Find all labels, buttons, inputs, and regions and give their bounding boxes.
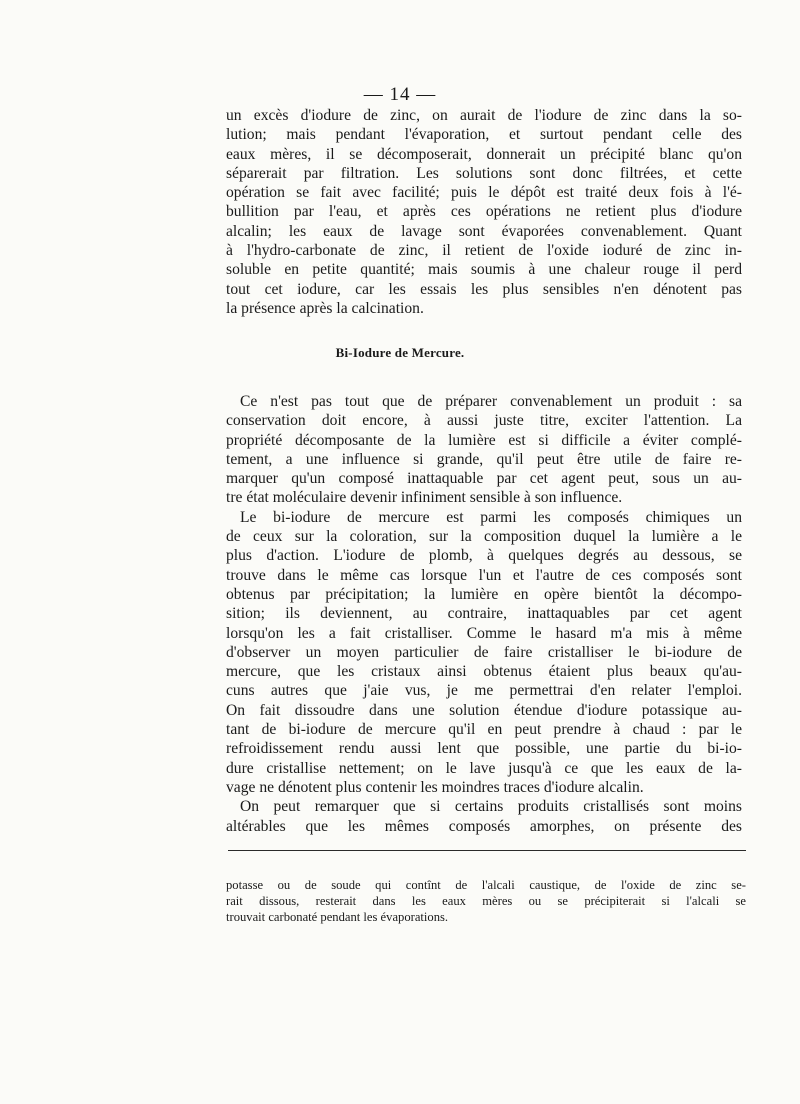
text-line: à l'hydro-carbonate de zinc, il retient de l'oxide ioduré de zinc in-	[226, 242, 742, 260]
text-line: séparerait par filtration. Les solutions sont donc filtrées, et cette	[226, 164, 742, 182]
page-number: — 14 —	[363, 84, 437, 105]
footnote	[226, 877, 746, 925]
text-line: lorsqu'on les a fait cristalliser. Comme le hasard m'a mis à même	[226, 624, 742, 642]
footnote-line: trouvait carbonaté pendant les évaporations.	[226, 910, 449, 924]
text-line: de ceux sur la coloration, sur la composition duquel la lumière a le	[226, 528, 742, 546]
text-line: marquer qu'un composé inattaquable par cet agent peut, sous un au-	[226, 470, 742, 488]
text-line: Ce n'est pas tout que de préparer convenablement un produit : sa	[240, 393, 742, 410]
text-line: sition; ils deviennent, au contraire, inattaquables par cet agent	[226, 605, 742, 623]
paragraph-bi-iodure	[226, 508, 742, 797]
text-line: refroidissement rendu aussi lent que possible, une partie du bi-io-	[226, 740, 742, 758]
paragraph-iodure-zinc	[226, 106, 742, 318]
text-line: lution; mais pendant l'évaporation, et surtout pendant celle des	[226, 126, 742, 144]
text-line: d'observer un moyen particulier de faire cristalliser le bi-iodure de	[226, 643, 742, 661]
text-line: la présence après la calcination.	[226, 299, 424, 317]
text-line: obtenus par précipitation; la lumière en opère bientôt la décompo-	[226, 585, 742, 603]
text-line: altérables que les mêmes composés amorphes, on présente des	[226, 817, 742, 835]
text-line: tant de bi-iodure de mercure qu'il en peut prendre à chaud : par le	[226, 721, 742, 739]
text-line: alcalin; les eaux de lavage sont évaporées convenablement. Quant	[226, 222, 742, 240]
text-line: bullition par l'eau, et après ces opérations ne retient plus d'iodure	[226, 203, 742, 221]
text-line: propriété décomposante de la lumière est si difficile a éviter complé-	[226, 431, 742, 449]
text-line: trouve dans le même cas lorsque l'un et l'autre de ces composés sont	[226, 566, 742, 584]
text-line: mercure, que les cristaux ainsi obtenus étaient plus beaux qu'au-	[226, 663, 742, 681]
text-line: opération se fait avec facilité; puis le dépôt est traité deux fois à l'é-	[226, 184, 742, 202]
text-line: plus d'action. L'iodure de plomb, à quelques degrés au dessous, se	[226, 547, 742, 565]
text-line: conservation doit encore, à aussi juste titre, exciter l'attention. La	[226, 412, 742, 430]
text-line: Le bi-iodure de mercure est parmi les composés chimiques un	[240, 508, 742, 526]
text-line: On fait dissoudre dans une solution étendue d'iodure potassique au-	[226, 701, 742, 719]
section-body	[226, 392, 742, 836]
text-line: tout cet iodure, car les essais les plus sensibles n'en dénotent pas	[226, 280, 742, 298]
text-line: eaux mères, il se décomposerait, donnerait un précipité blanc qu'on	[226, 145, 742, 163]
text-line: un excès d'iodure de zinc, on aurait de l'iodure de zinc dans la so-	[226, 107, 742, 124]
footnote-divider	[228, 850, 746, 851]
text-line: vage ne dénotent plus contenir les moindres traces d'iodure alcalin.	[226, 778, 644, 796]
text-line: soluble en petite quantité; mais soumis à une chaleur rouge il perd	[226, 261, 742, 279]
text-line: cuns autres que j'aie vus, je me permettrai d'en relater l'emploi.	[226, 682, 742, 700]
paragraph-produits-cristallises	[226, 797, 742, 836]
footnote-line: potasse ou de soude qui contînt de l'alcali caustique, de l'oxide de zinc se-	[226, 878, 746, 892]
section-heading: Bi-Iodure de Mercure.	[335, 345, 465, 360]
text-line: On peut remarquer que si certains produits cristallisés sont moins	[240, 798, 742, 816]
text-line: tre état moléculaire devenir infiniment sensible à son influence.	[226, 489, 623, 507]
text-line: dure cristallise nettement; on le lave jusqu'à ce que les eaux de la-	[226, 759, 742, 777]
text-line: tement, a une influence si grande, qu'il peut être utile de faire re-	[226, 450, 742, 468]
paragraph-conservation	[226, 392, 742, 508]
footnote-line: rait dissous, resterait dans les eaux mères ou se précipiterait si l'alcali se	[226, 894, 746, 908]
